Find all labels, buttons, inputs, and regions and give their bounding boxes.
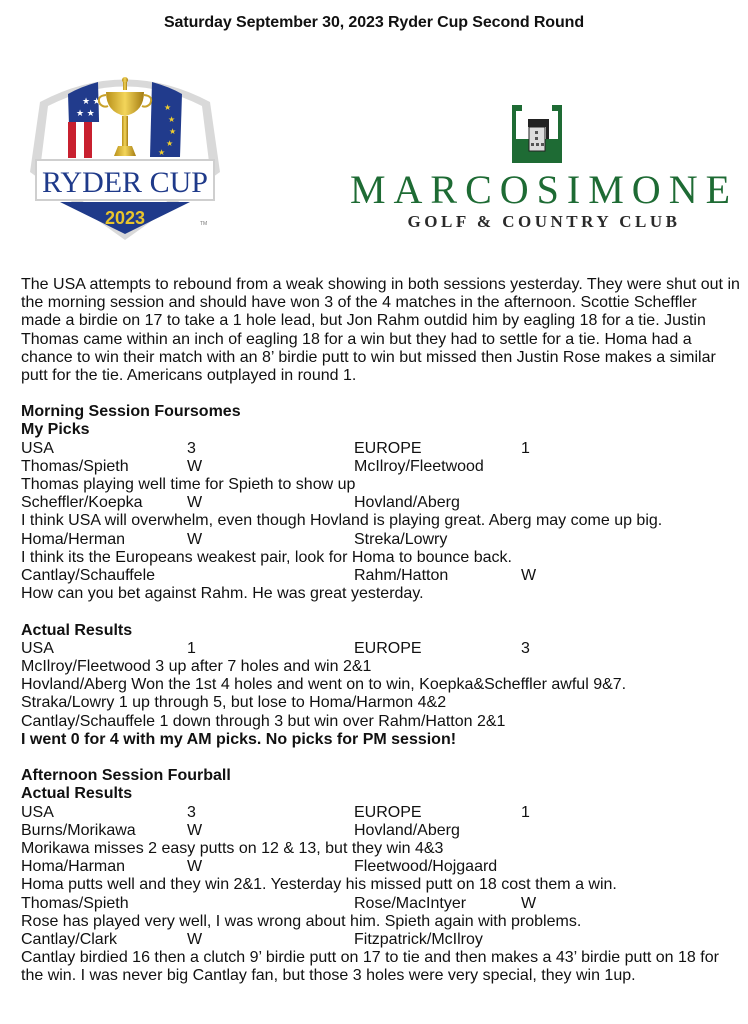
europe-pair: Hovland/Aberg [354,821,460,839]
usa-pair: Thomas/Spieth [21,894,129,912]
page-title: Saturday September 30, 2023 Ryder Cup Second Round [163,14,584,31]
match-row [21,567,741,585]
usa-pair: Scheffler/Koepka [21,494,143,512]
marcosimone-logo [340,100,740,240]
castle-icon [512,105,562,163]
europe-mark: W [521,894,537,912]
usa-pair: Homa/Herman [21,530,126,548]
match-note: Homa putts well and they win 2&1. Yesterday his missed putt on 18 cost them a win. [21,876,617,894]
match-note: I think its the Europeans weakest pair, look for Homa to bounce back. [21,548,512,566]
svg-text:★: ★ [164,103,172,112]
usa-score: 3 [187,439,196,457]
trademark: TM [200,221,208,227]
europe-mark [521,858,581,876]
usa-mark: W [187,858,203,876]
svg-text:★ ★: ★ ★ [82,96,101,106]
marcosimone-subtitle: GOLF & COUNTRY CLUB [407,212,681,231]
afternoon-score-row [21,804,741,822]
europe-score: 3 [521,639,530,657]
usa-pair: Thomas/Spieth [21,457,129,475]
europe-mark [521,458,581,476]
picks-score-row [21,440,741,458]
article-body [21,276,741,986]
usa-mark [187,895,354,913]
europe-mark [521,931,581,949]
europe-mark [521,494,581,512]
usa-pair: Homa/Harman [21,858,126,876]
morning-results-score-row [21,640,741,658]
usa-mark: W [187,821,203,839]
europe-pair: Fitzpatrick/McIlroy [354,930,483,948]
europe-mark [521,822,581,840]
europe-pair: Streka/Lowry [354,530,448,548]
usa-mark: W [187,494,203,512]
match-row [21,822,741,840]
usa-mark: W [187,530,203,548]
match-row [21,494,741,512]
picks-list [21,458,741,604]
afternoon-match-list [21,822,741,986]
match-row [21,931,741,949]
europe-label: EUROPE [354,439,422,457]
match-note: I think USA will overwhelm, even though Hovland is playing great. Aberg may come up big. [21,512,663,530]
result-line: Cantlay/Schauffele 1 down through 3 but win over Rahm/Hatton 2&1 [21,712,506,730]
result-line: McIlroy/Fleetwood 3 up after 7 holes and win 2&1 [21,657,372,675]
svg-text:★ ★: ★ ★ [76,108,95,118]
match-note: Rose has played very well, I was wrong about him. Spieth again with problems. [21,912,582,930]
year-text: 2023 [104,208,146,228]
match-row [21,458,741,476]
usa-mark: W [187,930,203,948]
usa-score: 1 [187,639,196,657]
europe-score: 1 [521,803,530,821]
usa-pair: Burns/Morikawa [21,821,136,839]
svg-text:★: ★ [169,127,177,136]
europe-pair: Rahm/Hatton [354,566,449,584]
svg-text:★: ★ [168,115,176,124]
morning-heading: Morning Session Foursomes [21,403,241,421]
europe-label: EUROPE [354,803,422,821]
europe-score: 1 [521,439,530,457]
marcosimone-name: MARCOSIMONE [349,167,739,212]
europe-mark: W [521,566,537,584]
usa-mark [187,567,354,585]
usa-pair: Cantlay/Clark [21,930,118,948]
ryder-cup-logo [20,62,230,242]
match-note: Morikawa misses 2 easy putts on 12 & 13, but they win 4&3 [21,839,444,857]
ryder-cup-text: RYDER CUP [42,166,208,199]
match-note: Cantlay birdied 16 then a clutch 9’ birdie putt on 17 to tie and then makes a 43’ birdie putt on 18 for the win. I was never big Cantlay fan, but those 3 holes were very special, they win 1up. [21,949,719,985]
svg-text:★: ★ [166,139,174,148]
afternoon-heading: Afternoon Session Fourball [21,767,231,785]
europe-pair: Hovland/Aberg [354,494,460,512]
svg-text:★: ★ [158,148,166,157]
match-note: Thomas playing well time for Spieth to show up [21,476,356,493]
afternoon-results-heading: Actual Results [21,785,133,803]
usa-score: 3 [187,803,196,821]
result-line: Hovland/Aberg Won the 1st 4 holes and went on to win, Koepka&Scheffler awful 9&7. [21,676,627,694]
europe-pair: Fleetwood/Hojgaard [354,858,498,876]
morning-results-heading: Actual Results [21,621,133,639]
picks-summary: I went 0 for 4 with my AM picks. No picks for PM session! [21,730,457,748]
usa-mark: W [187,457,203,475]
europe-mark [521,531,581,549]
match-note: How can you bet against Rahm. He was great yesterday. [21,585,424,603]
usa-label: USA [21,639,54,657]
usa-label: USA [21,803,54,821]
usa-label: USA [21,439,54,457]
europe-pair: Rose/MacIntyer [354,894,467,912]
match-row [21,858,741,876]
intro-paragraph: The USA attempts to rebound from a weak showing in both sessions yesterday. They were shut out in the morning session and should have won 3 of the 4 matches in the afternoon. Scottie Scheffler made a birdie on 17 to take a 1 hole lead, but Jon Rahm outdid him by eagling 18 for a tie. Justin Thomas came within an inch of eagling 18 for a win but they had to settle for a tie. Homa had a chance to win their match with an 8’ birdie putt to win but missed then Justin Rose makes a similar putt for the tie. Americans outplayed in round 1. [21,276,740,385]
match-row [21,531,741,549]
europe-label: EUROPE [354,639,422,657]
usa-pair: Cantlay/Schauffele [21,566,156,584]
europe-pair: McIlroy/Fleetwood [354,457,484,475]
match-row [21,895,741,913]
result-line: Straka/Lowry 1 up through 5, but lose to Homa/Harmon 4&2 [21,694,447,712]
picks-heading: My Picks [21,421,90,439]
